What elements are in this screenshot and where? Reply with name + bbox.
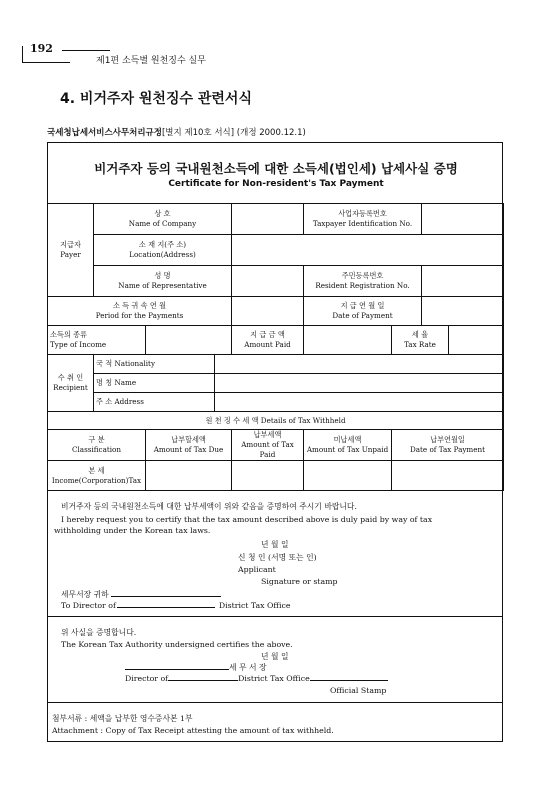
page-header bbox=[22, 38, 252, 66]
tax-due-field[interactable] bbox=[146, 461, 232, 491]
request-text-en2: withholding under the Korean tax laws. bbox=[54, 526, 211, 535]
cert-text-ko: 위 사실을 증명합니다. bbox=[61, 628, 137, 637]
col-tax-unpaid: 미납세액 Amount of Tax Unpaid bbox=[304, 430, 392, 461]
attachment-ko: 첨부서류 : 세액을 납부한 영수증사본 1부 bbox=[52, 714, 193, 723]
recipient-address-label: 주 소 Address bbox=[94, 393, 215, 412]
payer-label: 지급자 Payer bbox=[48, 204, 94, 297]
form-title-korean: 비거주자 등의 국내원천소득에 대한 소득세(법인세) 납세사실 증명 bbox=[94, 161, 458, 176]
regulation-name: 국세청납세서비스사무처리규정 bbox=[47, 128, 162, 138]
col-tax-paid: 납부세액 Amount of Tax Paid bbox=[232, 430, 304, 461]
tax-rate-label: 세 율 Tax Rate bbox=[392, 326, 449, 355]
representative-field[interactable] bbox=[232, 266, 304, 297]
tax-rate-field[interactable] bbox=[449, 326, 504, 355]
amount-paid-label: 지 급 금 액 Amount Paid bbox=[232, 326, 304, 355]
cert-text-en: The Korean Tax Authority undersigned certifies the above. bbox=[61, 640, 293, 649]
income-type-label: 소득의 종류 Type of Income bbox=[48, 326, 146, 355]
request-text-en1: I hereby request you to certify that the tax amount described above is duly paid by way of tax bbox=[61, 515, 433, 524]
recipient-name-field[interactable] bbox=[215, 374, 504, 393]
chapter-title: 제1편 소득별 원천징수 실무 bbox=[96, 56, 206, 66]
tax-unpaid-field[interactable] bbox=[304, 461, 392, 491]
page-number: 192 bbox=[30, 42, 53, 55]
request-text-ko: 비거주자 등의 국내원천소득에 대한 납부세액이 위와 같음을 증명하여 주시기 바랍니다. bbox=[61, 502, 357, 511]
recipient-address-field[interactable] bbox=[215, 393, 504, 412]
applicant-en: Applicant bbox=[238, 565, 276, 574]
header-rule-top bbox=[62, 50, 110, 51]
nationality-label: 국 적 Nationality bbox=[94, 355, 215, 374]
certificate-form bbox=[47, 142, 503, 742]
period-label: 소 득 귀 속 연 월 Period for the Payments bbox=[48, 297, 232, 326]
header-rule-left bbox=[22, 46, 23, 62]
cert-office-ko: 세 무 서 장 bbox=[125, 662, 267, 673]
cert-director-en: Director of District Tax Office bbox=[125, 673, 388, 684]
nationality-field[interactable] bbox=[215, 355, 504, 374]
to-director-ko: 세무서장 귀하 bbox=[61, 589, 221, 600]
payment-date-field[interactable] bbox=[422, 297, 504, 326]
taxpayer-id-label: 사업자등록번호 Taxpayer Identification No. bbox=[304, 204, 422, 235]
col-tax-due: 납부할세액 Amount of Tax Due bbox=[146, 430, 232, 461]
regulation-detail: [별지 제10호 서식] (개정 2000.12.1) bbox=[161, 128, 306, 138]
section-divider-1 bbox=[48, 616, 502, 617]
tax-payment-date-field[interactable] bbox=[392, 461, 504, 491]
to-director-en: To Director of District Tax Office bbox=[61, 601, 291, 610]
period-field[interactable] bbox=[232, 297, 304, 326]
income-type-field[interactable] bbox=[146, 326, 232, 355]
payment-date-label: 지 급 연 월 일 Date of Payment bbox=[304, 297, 422, 326]
address-label: 소 재 지(주 소) Location(Address) bbox=[94, 235, 232, 266]
address-field[interactable] bbox=[232, 235, 504, 266]
regulation-line bbox=[47, 126, 306, 138]
applicant-ko: 신 청 인 (서명 또는 인) bbox=[238, 553, 317, 562]
official-stamp-label: Official Stamp bbox=[330, 686, 387, 695]
recipient-label: 수 취 인 Recipient bbox=[48, 355, 94, 412]
section-divider-2 bbox=[48, 702, 502, 703]
request-date: 년 월 일 bbox=[261, 540, 289, 549]
tax-paid-field[interactable] bbox=[232, 461, 304, 491]
attachment-en: Attachment : Copy of Tax Receipt attesting the amount of tax withheld. bbox=[52, 726, 334, 735]
recipient-name-label: 명 칭 Name bbox=[94, 374, 215, 393]
resident-no-field[interactable] bbox=[422, 266, 504, 297]
col-classification: 구 분 Classification bbox=[48, 430, 146, 461]
amount-paid-field[interactable] bbox=[304, 326, 392, 355]
form-table bbox=[47, 203, 504, 491]
cert-date: 년 월 일 bbox=[261, 652, 289, 661]
representative-label: 성 명 Name of Representative bbox=[94, 266, 232, 297]
signature-label: Signature or stamp bbox=[261, 577, 338, 586]
taxpayer-id-field[interactable] bbox=[422, 204, 504, 235]
main-tax-label: 본 세 Income(Corporation)Tax bbox=[48, 461, 146, 491]
company-name-label: 상 호 Name of Company bbox=[94, 204, 232, 235]
resident-no-label: 주민등록번호 Resident Registration No. bbox=[304, 266, 422, 297]
section-title: 4. 비거주자 원천징수 관련서식 bbox=[60, 91, 252, 107]
col-payment-date: 납부연월일 Date of Tax Payment bbox=[392, 430, 504, 461]
header-rule-bottom bbox=[22, 62, 70, 63]
form-title-english: Certificate for Non-resident's Tax Payment bbox=[168, 179, 384, 189]
withheld-title: 원 천 징 수 세 액 Details of Tax Withheld bbox=[48, 412, 504, 430]
company-name-field[interactable] bbox=[232, 204, 304, 235]
